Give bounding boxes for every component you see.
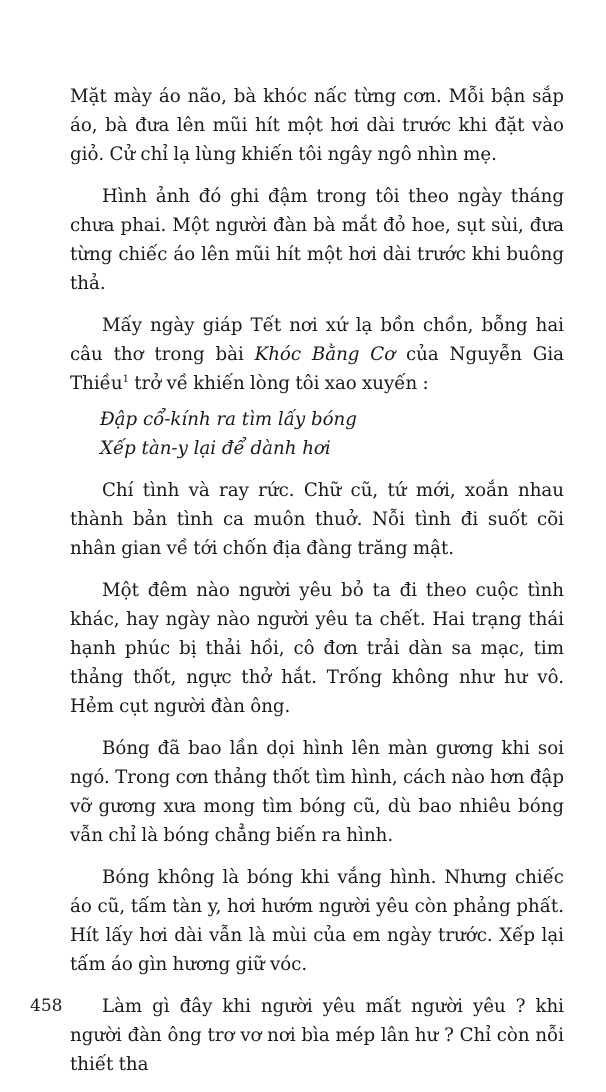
footnote-marker: 1 [122, 373, 129, 385]
paragraph-3 [70, 311, 564, 398]
body-text [70, 82, 564, 1092]
paragraph-8: Làm gì đây khi người yêu mất người yêu ? khi người đàn ông trơ vơ nơi bìa mép lân hư ? Chỉ còn nỗi thiết tha [70, 996, 564, 1075]
page-number: 458 [30, 996, 63, 1016]
verse-line-1: Đập cổ-kính ra tìm lấy bóng [100, 409, 357, 430]
paragraph-5: Một đêm nào người yêu bỏ ta đi theo cuộc tình khác, hay ngày nào người yêu ta chết. Hai trạng thái hạnh phúc bị thải hồi, cô đơn trải dàn sa mạc, tim thảng thốt, ngực thở hắt. Trống không như hư vô. Hẻm cụt người đàn ông. [70, 580, 564, 717]
paragraph-2: Hình ảnh đó ghi đậm trong tôi theo ngày tháng chưa phai. Một người đàn bà mắt đỏ hoe, sụt sùi, đưa từng chiếc áo lên mũi hít một hơi dài trước khi buông thả. [70, 186, 564, 294]
paragraph-3-text-end: trở về khiến lòng tôi xao xuyến : [128, 373, 429, 394]
paragraph-4: Chí tình và ray rức. Chữ cũ, tứ mới, xoắn nhau thành bản tình ca muôn thuở. Nỗi tình đi suốt cõi nhân gian về tới chốn địa đàng trăng mật. [70, 480, 564, 559]
paragraph-3-text-start: Mấy ngày giáp Tết nơi xứ lạ bồn chồn, bỗng hai câu thơ trong bài [70, 315, 564, 365]
poem-title: Khóc Bằng Cơ [254, 344, 396, 365]
verse-quote [100, 405, 564, 463]
paragraph-7: Bóng không là bóng khi vắng hình. Nhưng chiếc áo cũ, tấm tàn y, hơi hướm người yêu còn phảng phất. Hít lấy hơi dài vẫn là mùi của em ngày trước. Xếp lại tấm áo gìn hương giữ vóc. [70, 867, 564, 975]
verse-line-2: Xếp tàn-y lại để dành hơi [100, 438, 331, 459]
paragraph-3-text-middle: của Nguyễn Gia Thiều [70, 344, 564, 394]
paragraph-6: Bóng đã bao lần dọi hình lên màn gương khi soi ngó. Trong cơn thảng thốt tìm hình, cách nào hơn đập vỡ gương xưa mong tìm bóng cũ, dù bao nhiêu bóng vẫn chỉ là bóng chẳng biến ra hình. [70, 738, 564, 846]
paragraph-1: Mặt mày áo não, bà khóc nấc từng cơn. Mỗi bận sắp áo, bà đưa lên mũi hít một hơi dài trước khi đặt vào giỏ. Cử chỉ lạ lùng khiến tôi ngây ngô nhìn mẹ. [70, 86, 564, 165]
